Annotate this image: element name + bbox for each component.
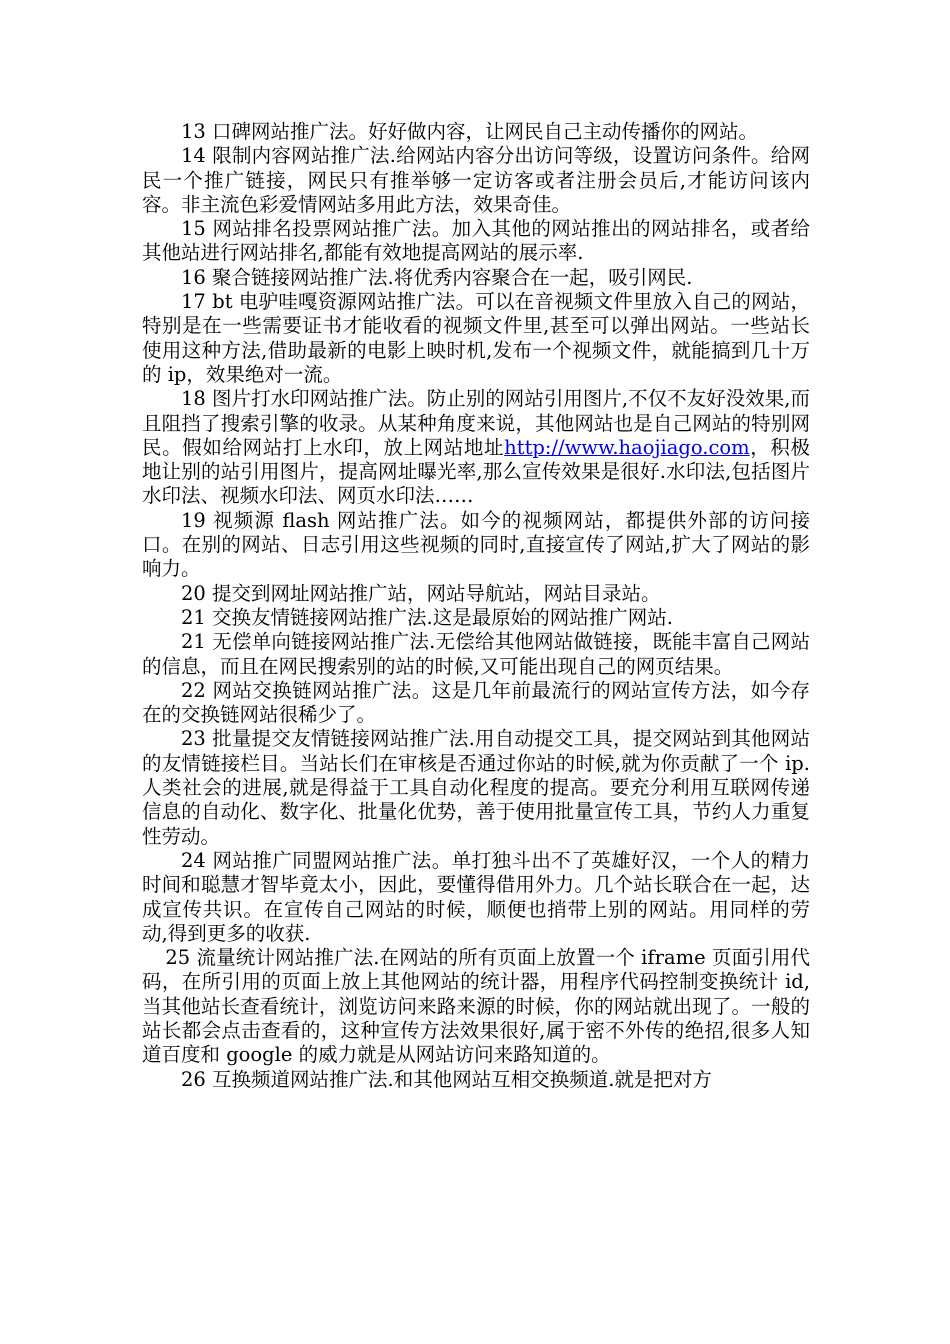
- paragraph-14: 14 限制内容网站推广法.给网站内容分出访问等级，设置访问条件。给网民一个推广链接，网民只有推举够一定访客或者注册会员后,才能访问该内容。非主流色彩爱情网站多用此方法，效果奇佳。: [142, 144, 810, 216]
- document-body: [142, 120, 810, 1092]
- paragraph-21b: 21 无偿单向链接网站推广法.无偿给其他网站做链接，既能丰富自己网站的信息，而且在网民搜索别的站的时候,又可能出现自己的网页结果。: [142, 630, 810, 678]
- paragraph-15: 15 网站排名投票网站推广法。加入其他的网站推出的网站排名，或者给其他站进行网站排名,都能有效地提高网站的展示率.: [142, 217, 810, 265]
- paragraph-16: 16 聚合链接网站推广法.将优秀内容聚合在一起，吸引网民.: [181, 265, 693, 289]
- paragraph-22: 22 网站交换链网站推广法。这是几年前最流行的网站宣传方法，如今存在的交换链网站很稀少了。: [142, 678, 810, 727]
- paragraph-21a: 21 交换友情链接网站推广法.这是最原始的网站推广网站.: [181, 605, 673, 629]
- paragraph-25: 25 流量统计网站推广法.在网站的所有页面上放置一个 iframe 页面引用代码，在所引用的页面上放上其他网站的统计器，用程序代码控制变换统计 id,当其他站长查看统计，浏览访问来路来源的时候，你的网站就出现了。一般的站长都会点击查看的，这种宣传方法效果很好,属于密不外传的绝招,很多人知道百度和 google 的威力就是从网站访问来路知道的。: [142, 946, 810, 1067]
- paragraph-18-text-before: 18 图片打水印网站推广法。防止别的网站引用图片,不仅不友好没效果,而且阻挡了搜索引擎的收录。从某种角度来说，其他网站也是自己网站的特别网民。假如给网站打上水印，放上网站地址: [142, 387, 810, 459]
- paragraph-18: [142, 387, 810, 508]
- paragraph-26: 26 互换频道网站推广法.和其他网站互相交换频道.就是把对方: [181, 1067, 712, 1091]
- paragraph-18-text-after: ，积极地让别的站引用图片，提高网址曝光率,那么宣传效果是很好.水印法,包括图片水印法、视频水印法、网页水印法……: [142, 435, 810, 508]
- paragraph-13: 13 口碑网站推广法。好好做内容，让网民自己主动传播你的网站。: [181, 120, 759, 143]
- paragraph-24: 24 网站推广同盟网站推广法。单打独斗出不了英雄好汉，一个人的精力时间和聪慧才智毕竟太小，因此，要懂得借用外力。几个站长联合在一起，达成宣传共识。在宣传自己网站的时候，顺便也捎带上别的网站。用同样的劳动,得到更多的收获.: [142, 848, 810, 945]
- website-link[interactable]: http://www.haojiago.com: [504, 435, 750, 459]
- paragraph-19: 19 视频源 flash 网站推广法。如今的视频网站，都提供外部的访问接口。在别的网站、日志引用这些视频的同时,直接宣传了网站,扩大了网站的影响力。: [142, 508, 810, 581]
- paragraph-17: 17 bt 电驴哇嘎资源网站推广法。可以在音视频文件里放入自己的网站，特别是在一些需要证书才能收看的视频文件里,甚至可以弹出网站。一些站长使用这种方法,借助最新的电影上映时机,发布一个视频文件，就能搞到几十万的 ip，效果绝对一流。: [142, 290, 810, 386]
- paragraph-20: 20 提交到网址网站推广站，网站导航站，网站目录站。: [181, 581, 661, 605]
- paragraph-23: 23 批量提交友情链接网站推广法.用自动提交工具，提交网站到其他网站的友情链接栏目。当站长们在审核是否通过你站的时候,就为你贡献了一个 ip.人类社会的进展,就是得益于工具自动化程度的提高。要充分利用互联网传递信息的自动化、数字化、批量化优势，善于使用批量宣传工具，节约人力重复性劳动。: [142, 727, 810, 848]
